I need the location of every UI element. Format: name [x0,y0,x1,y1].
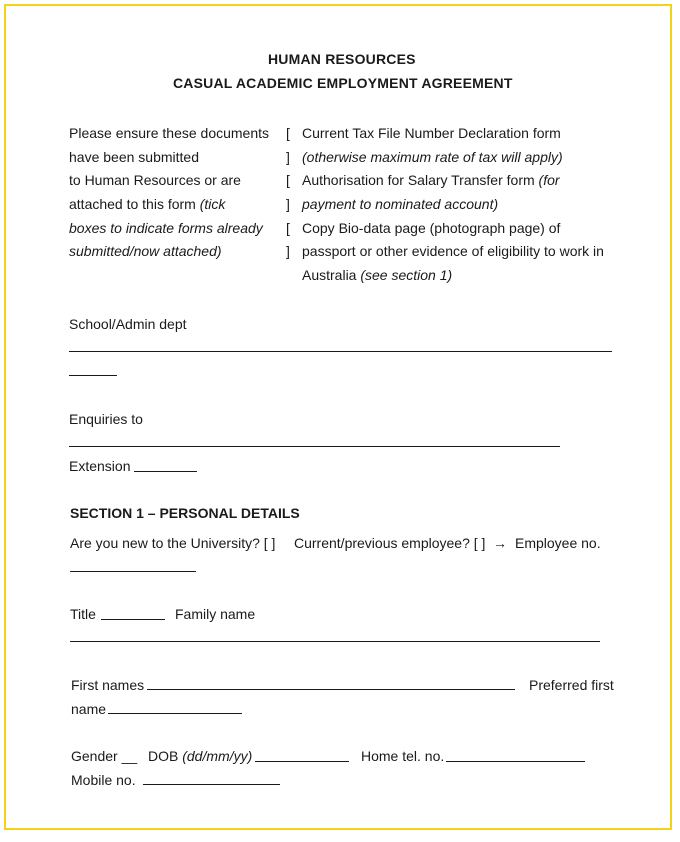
extension-input-line[interactable] [134,471,197,472]
arrow-right-icon: → [493,535,507,551]
school-input-line[interactable] [69,351,612,352]
checkbox-open-bracket[interactable]: [ [286,220,290,236]
checkbox-open-bracket[interactable]: [ [286,125,290,141]
doc-biodata-line2: passport or other evidence of eligibility to work in [302,243,604,259]
gender-label[interactable]: Gender __ [71,748,138,764]
first-names-label: First names [71,677,145,693]
dob-label [148,748,252,764]
new-to-university-question[interactable]: Are you new to the University? [ ] [70,535,276,551]
title-label: Title [70,606,96,622]
doc-salary-text: Authorisation for Salary Transfer form [302,172,535,188]
form-header-subtitle: CASUAL ACADEMIC EMPLOYMENT AGREEMENT [173,75,513,91]
enquiries-input-line[interactable] [69,446,560,447]
doc-salary-transfer [302,172,560,188]
preferred-name-label: name [71,701,107,717]
form-page [4,4,672,830]
home-tel-label: Home tel. no. [361,748,445,764]
instruction-line: Please ensure these documents [69,125,270,141]
instruction-line: submitted/now attached) [69,243,222,259]
current-employee-question[interactable]: Current/previous employee? [ ] [294,535,486,551]
first-names-input-line[interactable] [147,689,515,690]
doc-tax-note: (otherwise maximum rate of tax will apply) [302,149,563,165]
checkbox-open-bracket[interactable]: [ [286,172,290,188]
school-label: School/Admin dept [69,316,187,332]
instruction-line [69,196,225,212]
checkbox-close-bracket[interactable]: ] [286,196,290,212]
doc-salary-note-cont: payment to nominated account) [302,196,499,212]
preferred-name-input-line[interactable] [108,713,242,714]
home-tel-input-line[interactable] [446,761,585,762]
instruction-line: have been submitted [69,149,199,165]
dob-text: DOB [148,748,179,764]
preferred-first-label: Preferred first [529,677,614,693]
school-input-line-cont[interactable] [69,375,117,376]
checkbox-close-bracket[interactable]: ] [286,149,290,165]
employee-no-label: Employee no. [515,535,601,551]
instruction-italic: (tick [199,196,226,212]
title-input-line[interactable] [101,619,165,620]
doc-biodata-line3 [302,267,452,283]
doc-biodata-note: (see section 1) [360,267,453,283]
instruction-line: boxes to indicate forms already [69,220,263,236]
extension-label: Extension [69,458,131,474]
instruction-text: attached to this form [69,196,196,212]
doc-biodata-text: Australia [302,267,357,283]
family-name-label: Family name [175,606,256,622]
form-header-title: HUMAN RESOURCES [268,51,416,67]
family-name-input-line[interactable] [70,641,600,642]
dob-input-line[interactable] [255,761,349,762]
enquiries-label: Enquiries to [69,411,143,427]
dob-format: (dd/mm/yy) [182,748,253,764]
checkbox-close-bracket[interactable]: ] [286,243,290,259]
instruction-line: to Human Resources or are [69,172,241,188]
mobile-label: Mobile no. [71,772,136,788]
doc-salary-note: (for [538,172,560,188]
mobile-input-line[interactable] [143,784,280,785]
doc-tax-form: Current Tax File Number Declaration form [302,125,561,141]
employee-no-input-line[interactable] [70,571,196,572]
section1-heading: SECTION 1 – PERSONAL DETAILS [70,505,300,521]
doc-biodata-line1: Copy Bio-data page (photograph page) of [302,220,561,236]
